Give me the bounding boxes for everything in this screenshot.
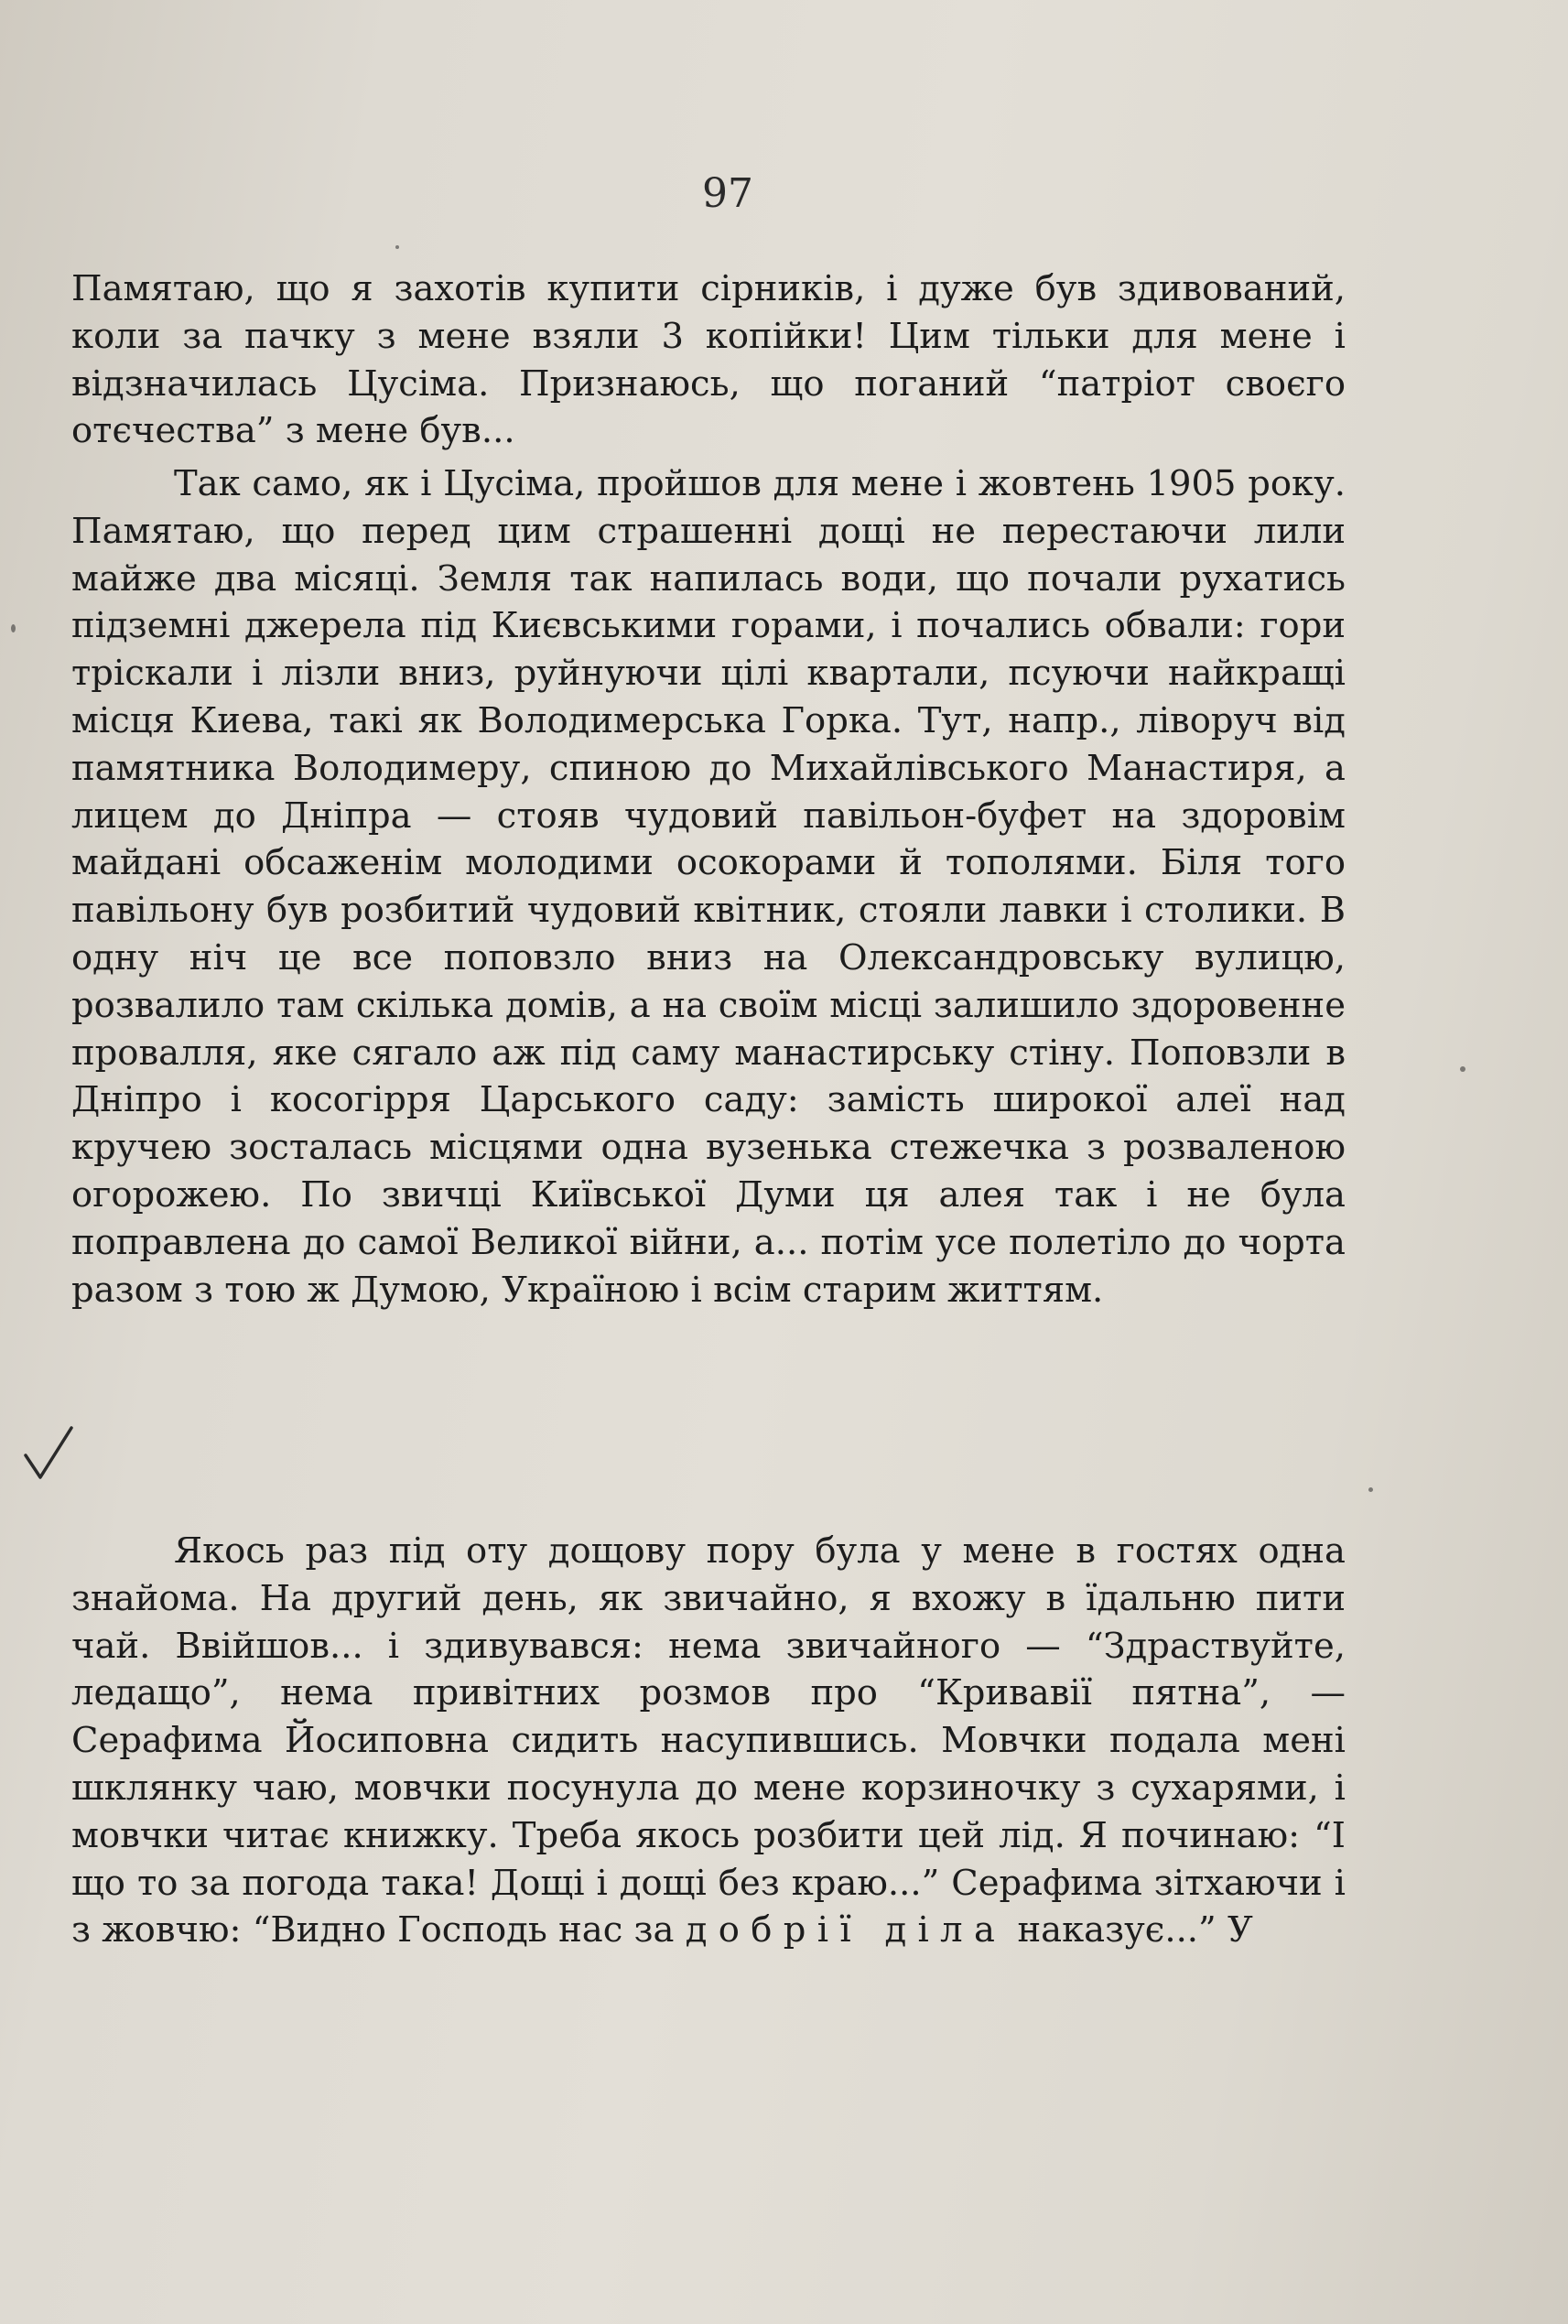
text-block-1 — [71, 265, 1346, 455]
paper-speck — [11, 624, 16, 632]
paragraph-1: Памятаю, що я захотів купити сірників, і дуже був здивований, коли за пачку з мене взяли 3 копійки! Цим тільки для мене і відзначилась Цусіма. Признаюсь, що поганий “патріот своєго отєчества” з мене був... — [71, 268, 1346, 452]
paragraph-3-end: наказує...” У — [1017, 1909, 1253, 1951]
text-block-3 — [71, 1528, 1346, 1954]
paper-speck — [1368, 1487, 1373, 1492]
paper-speck — [1460, 1066, 1465, 1072]
paragraph-2: Так само, як і Цусіма, пройшов для мене і жовтень 1905 року. Памятаю, що перед цим страшенні дощі не перестаючи лили майже два місяці. Земля так напилась води, що почали рухатись підземні джерела під Києвськими горами, і почались обвали: гори тріскали і лізли вниз, руйнуючи цілі квартали, псуючи найкращі місця Киева, такі як Володимерська Горка. Тут, напр., ліворуч від памятника Володимеру, спиною до Михайлівського Манастиря, а лицем до Дніпра — стояв чудовий павільон-буфет на здоровім майдані обсаженім молодими осокорами й тополями. Біля того павільону був розбитий чудовий квітник, стояли лавки і столики. В одну ніч це все поповзло вниз на Олександровську вулицю, розвалило там скілька домів, а на своїм місці залишило здоровенне провалля, яке сягало аж під саму манастирську стіну. Поповзли в Дніпро і косогірря Царського саду: замість широкої алеї над кручею зосталась місцями одна вузенька стежечка з розваленою огорожею. По звичці Київської Думи ця алея так і не була поправлена до самої Великої війни, а... потім усе полетіло до чорта разом з тою ж Думою, Україною і всім старим життям. — [71, 463, 1346, 1311]
text-block-2 — [71, 460, 1346, 1313]
pencil-checkmark-icon — [22, 1424, 75, 1483]
paper-speck — [395, 245, 399, 249]
spaced-emphasis: добрії діла — [685, 1909, 1007, 1951]
paragraph-3 — [71, 1528, 1346, 1954]
paragraph-3-start: Якось раз під оту дощову пору була у мене в гостях одна знайома. На другий день, як звичайно, я вхожу в їдальню пити чай. Ввійшов... і здивувався: нема звичайного — “Здраствуйте, ледащо”, нема привітних розмов про “Кривавії пятна”, — Серафима Йосиповна сидить насупившись. Мовчки подала мені шклянку чаю, мовчки посунула до мене корзиночку з сухарями, і мовчки читає книжку. Треба якось розбити цей лід. Я починаю: “І що то за погода така! Дощі і дощі без краю...” Серафима зітхаючи і з жовчю: “Видно Господь нас за — [71, 1530, 1346, 1951]
page-number: 97 — [702, 170, 753, 217]
